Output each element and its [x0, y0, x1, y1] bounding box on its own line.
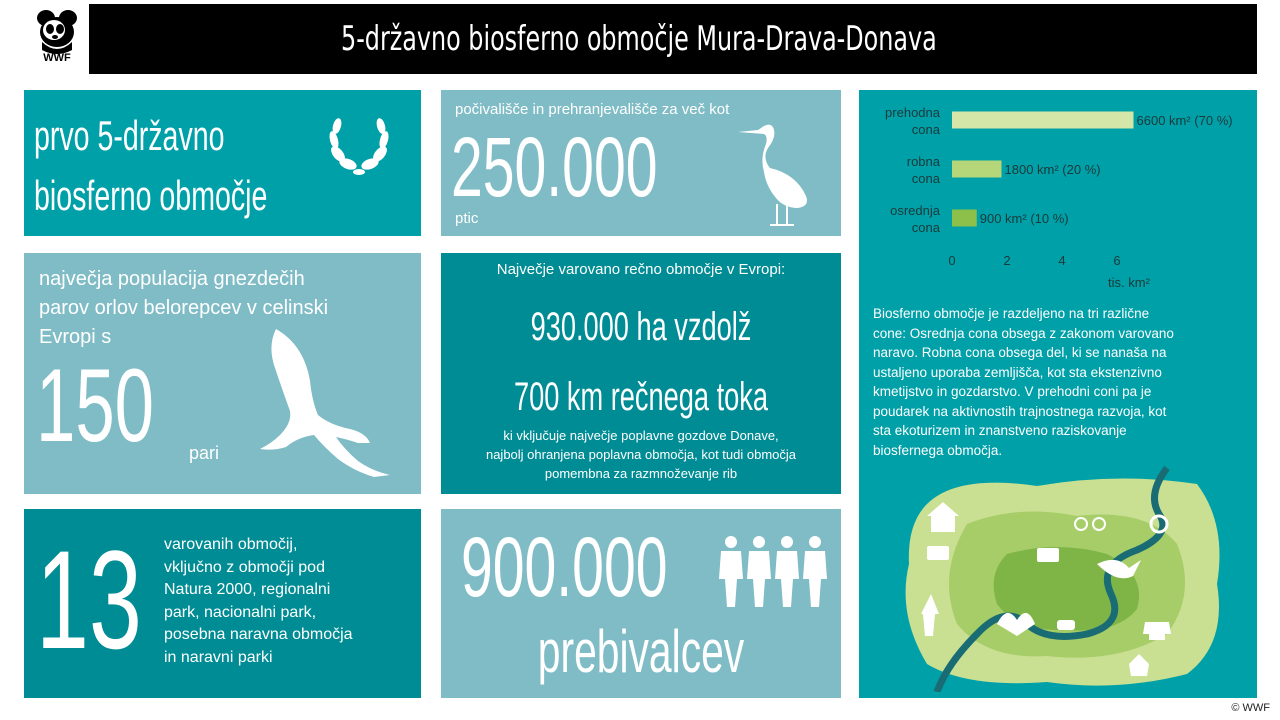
chart-bar [952, 161, 1002, 178]
protected-line: posebna naravna območja [164, 626, 353, 643]
eagles-line-2: parov orlov belorepcev v celinski [39, 297, 329, 319]
birds-number: 250.000 [451, 120, 658, 214]
chart-data-label: 6600 km² (70 %) [1136, 113, 1233, 128]
copyright: © WWF [1231, 702, 1270, 714]
first-biosphere-text [34, 112, 267, 220]
zones-description [873, 304, 1174, 460]
zones-text-line: kmetijstvo in gozdarstvo. V prehodni coni pa je [873, 384, 1152, 399]
eagles-line-1: največja populacija gnezdečih [39, 268, 305, 290]
first-line-2: biosferno območje [34, 172, 268, 219]
birds-unit: ptic [455, 210, 479, 227]
page-title [89, 4, 1189, 74]
chart-x-axis-label: tis. km² [1108, 275, 1150, 290]
protected-line: in naravni parki [164, 648, 273, 666]
zones-text-line: poudarek na aktivnostih trajnostnega razvoja, kot [873, 403, 1167, 419]
zones-text-line: naravo. Robna cona obsega del, ki se nanaša na [873, 345, 1167, 360]
chart-bar [952, 112, 1134, 129]
eagles-line-3: Evropi s [39, 326, 112, 348]
eagles-number: 150 [36, 348, 155, 464]
river-panel [441, 253, 841, 494]
zones-text-line: ustaljeno uporaba zemljišča, kot sta ekstenzivno [873, 364, 1162, 380]
river-line-2: 700 km rečnega toka [513, 375, 769, 419]
zones-panel [859, 90, 1257, 698]
river-desc-3: pomembna za razmnoževanje rib [544, 466, 738, 481]
chart-data-label: 1800 km² (20 %) [1004, 162, 1101, 177]
eagles-unit: pari [189, 443, 220, 463]
heron-icon [736, 118, 816, 230]
laurel-wreath-icon [324, 110, 394, 180]
chart-x-tick: 4 [1058, 253, 1066, 268]
page-title-text: 5-državno biosferno območje Mura-Drava-Donava [341, 19, 937, 59]
river-description [441, 426, 841, 483]
books-icon [927, 546, 949, 560]
birds-caption: počivališče in prehranjevališče za več kot [455, 101, 730, 118]
binoculars-icon [1057, 620, 1075, 630]
protected-description [164, 534, 353, 669]
zones-text-line: biosfernega območja. [873, 442, 1003, 458]
eagle-icon [254, 325, 394, 485]
protected-areas-panel [24, 509, 421, 698]
chart-category-label: prehodna cona [885, 105, 940, 137]
population-unit: prebivalcev [537, 618, 745, 685]
chart-x-tick: 2 [1003, 253, 1011, 268]
river-desc-1: ki vključuje največje poplavne gozdove Donave, [503, 428, 779, 443]
chart-category-label: osrednja cona [890, 203, 940, 235]
chart-x-tick: 6 [1113, 253, 1121, 268]
protected-line: varovanih območij, [164, 536, 298, 553]
chart-category-label: robna cona [906, 154, 940, 186]
zones-text-line: cone: Osrednja cona obsega z zakonom varovano [873, 325, 1174, 341]
chart-axes [948, 253, 1150, 290]
zones-bar-chart [859, 90, 1257, 295]
zones-text-line: Biosferno območje je razdeljeno na tri različne [873, 306, 1150, 321]
river-heading: Največje varovano rečno območje v Evropi: [496, 261, 786, 278]
biosphere-map-illustration [897, 464, 1227, 692]
chart-data-label: 900 km² (10 %) [979, 211, 1069, 226]
people-icon [717, 535, 829, 609]
first-biosphere-panel [24, 90, 421, 236]
river-line-1: 930.000 ha vzdolž [530, 305, 752, 349]
river-desc-2: najbolj ohranjena poplavna območja, kot tudi območja [485, 447, 797, 462]
panda-icon [24, 4, 89, 56]
books-icon [1037, 548, 1059, 562]
population-number: 900.000 [461, 520, 668, 614]
wwf-logo-text: WWF [43, 52, 71, 64]
first-line-1: prvo 5-državno [34, 112, 225, 159]
protected-line: park, nacionalni park, [164, 603, 317, 621]
population-panel [441, 509, 841, 698]
protected-line: Natura 2000, regionalni [164, 581, 331, 598]
birds-panel [441, 90, 841, 236]
chart-x-tick: 0 [948, 253, 956, 268]
protected-line: vključno z območji pod [164, 558, 325, 576]
chart-bars [885, 105, 1233, 235]
eagles-panel [24, 253, 421, 494]
chart-bar [952, 210, 977, 227]
protected-number: 13 [36, 521, 142, 678]
zones-text-line: sta ekoturizem in znanstveno raziskovanje [873, 423, 1127, 438]
